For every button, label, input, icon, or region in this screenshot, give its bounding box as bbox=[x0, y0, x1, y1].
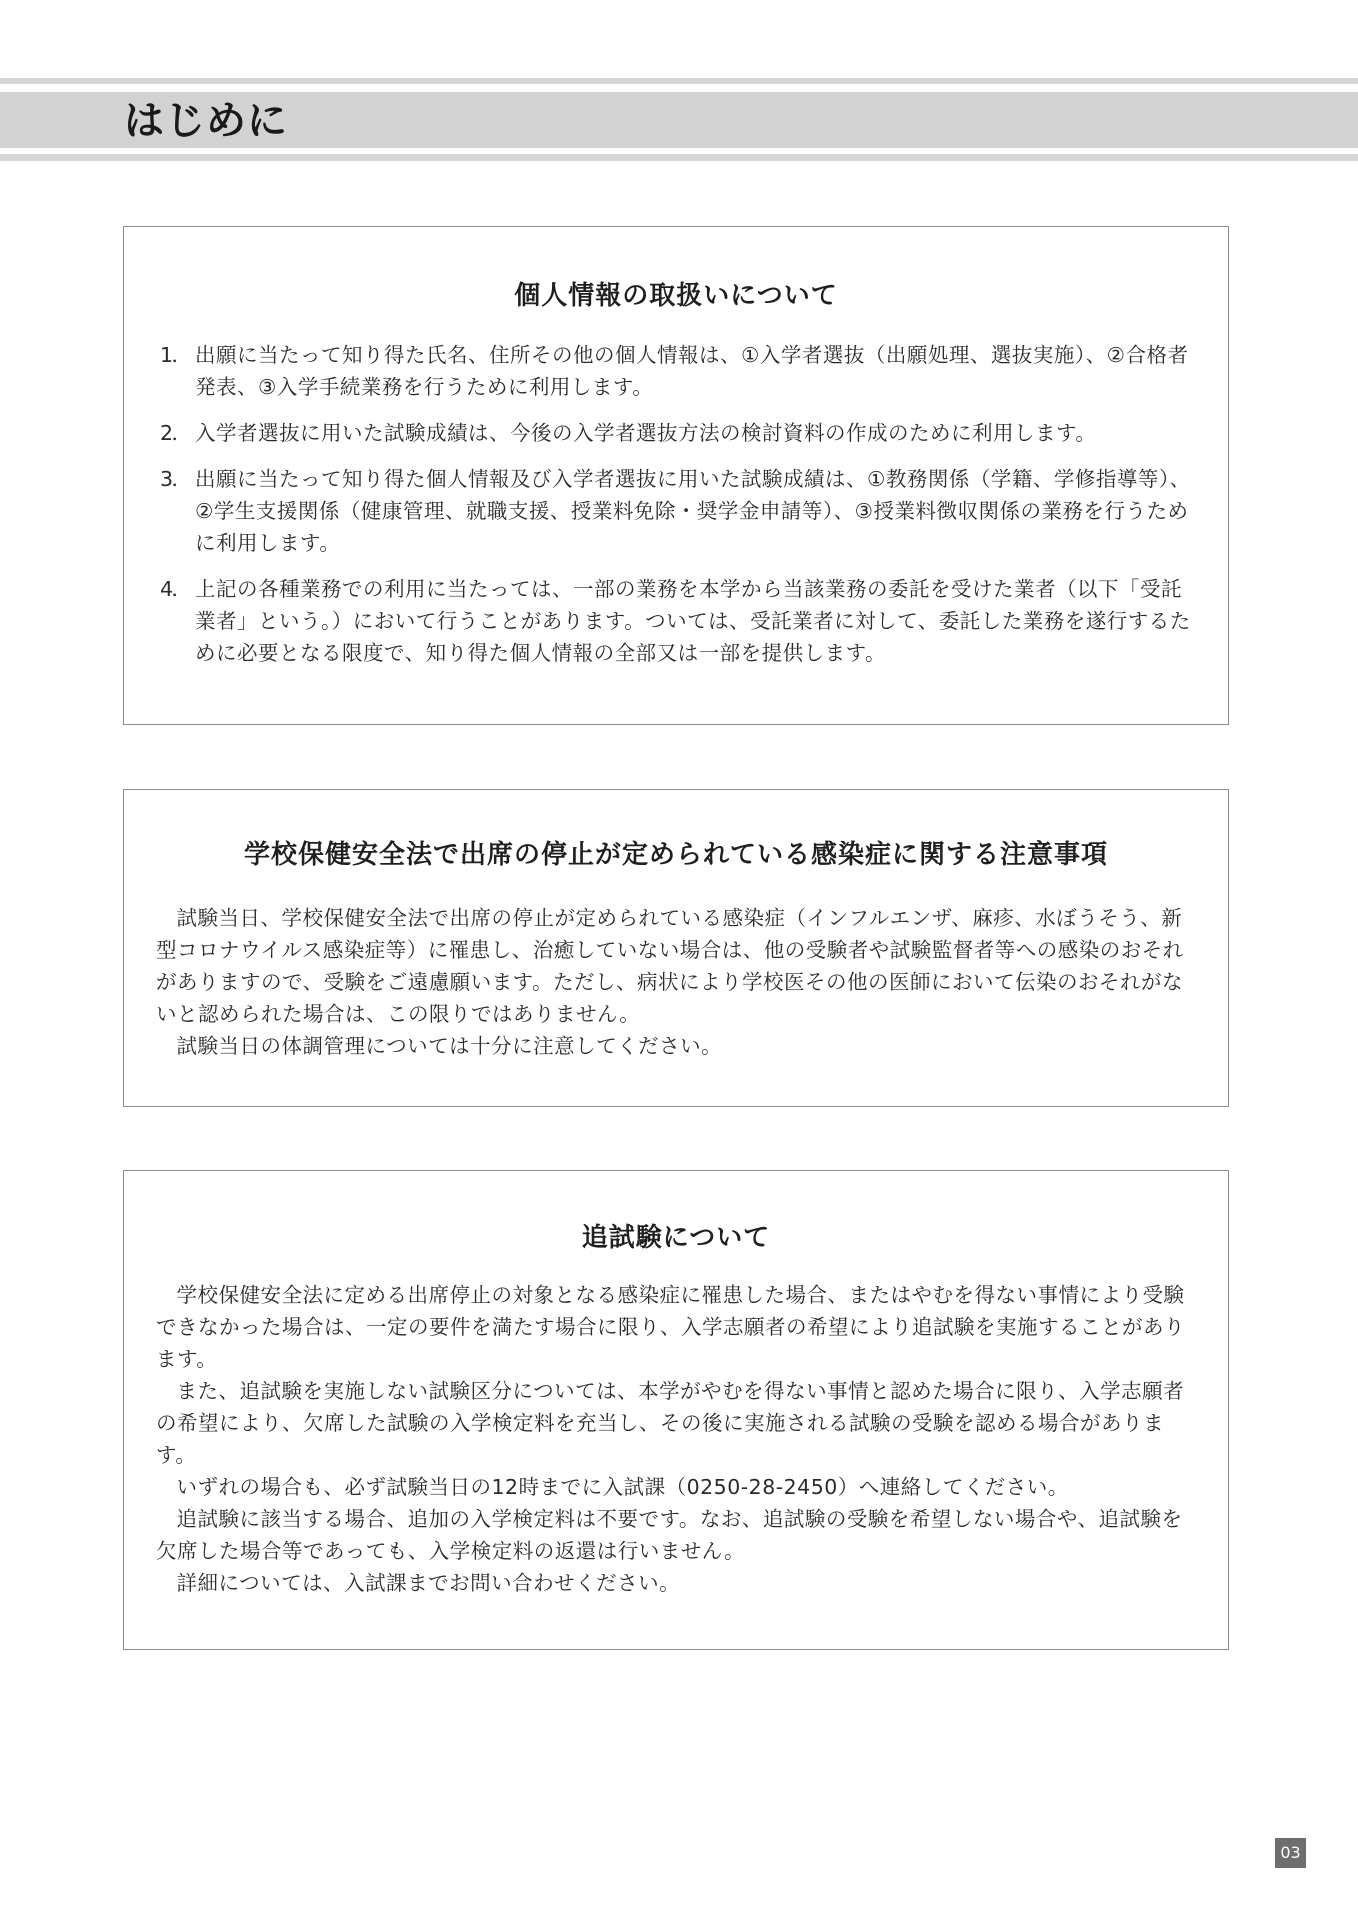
header-rule-top bbox=[0, 78, 1358, 84]
list-item-number: 1 ． bbox=[160, 339, 193, 371]
paragraph: 試験当日の体調管理については十分に注意してください。 bbox=[176, 1034, 723, 1058]
paragraph: 追試験に該当する場合、追加の入学検定料は不要です。なお、追試験の受験を希望しない場合や、追試験を欠席した場合等であっても、入学検定料の返還は行いません。 bbox=[156, 1507, 1183, 1563]
infection-notice-title: 学校保健安全法で出席の停止が定められている感染症に関する注意事項 bbox=[243, 840, 1108, 870]
list-item bbox=[156, 463, 1198, 559]
makeup-exam-section bbox=[123, 1170, 1229, 1650]
page-number: 03 bbox=[1275, 1838, 1306, 1868]
paragraph: また、追試験を実施しない試験区分については、本学がやむを得ない事情と認めた場合に限り、入学志願者の希望により、欠席した試験の入学検定料を充当し、その後に実施される試験の受験を認める場合があります。 bbox=[156, 1379, 1185, 1467]
list-item-text: 出願に当たって知り得た氏名、住所その他の個人情報は、①入学者選抜（出願処理、選抜実施）、②合格者発表、③入学手続業務を行うために利用します。 bbox=[195, 343, 1189, 399]
infection-notice-body bbox=[156, 902, 1198, 1062]
header-rule-bottom bbox=[0, 154, 1358, 161]
page-title: はじめに bbox=[124, 98, 288, 144]
list-item-number: 3 ． bbox=[160, 463, 193, 495]
list-item-number: 4 ． bbox=[160, 573, 193, 605]
paragraph: 詳細については、入試課までお問い合わせください。 bbox=[176, 1571, 681, 1595]
list-item-text: 上記の各種業務での利用に当たっては、一部の業務を本学から当該業務の委託を受けた業者（以下「受託業者」という。）において行うことがあります。ついては、受託業者に対して、委託した業務を遂行するために必要となる限度で、知り得た個人情報の全部又は一部を提供します。 bbox=[195, 577, 1191, 665]
list-item bbox=[156, 417, 1198, 449]
privacy-list bbox=[156, 339, 1198, 683]
infection-notice-section bbox=[123, 789, 1229, 1107]
makeup-exam-title: 追試験について bbox=[581, 1223, 771, 1253]
list-item-number: 2 ． bbox=[160, 417, 193, 449]
list-item-text: 入学者選抜に用いた試験成績は、今後の入学者選抜方法の検討資料の作成のために利用します。 bbox=[195, 421, 1097, 445]
list-item bbox=[156, 573, 1198, 669]
paragraph: 試験当日、学校保健安全法で出席の停止が定められている感染症（インフルエンザ、麻疹、水ぼうそう、新型コロナウイルス感染症等）に罹患し、治癒していない場合は、他の受験者や試験監督者等への感染のおそれがありますので、受験をご遠慮願います。ただし、病状により学校医その他の医師において伝染のおそれがないと認められた場合は、この限りではありません。 bbox=[156, 906, 1184, 1026]
list-item-text: 出願に当たって知り得た個人情報及び入学者選抜に用いた試験成績は、①教務関係（学籍、学修指導等）、②学生支援関係（健康管理、就職支援、授業料免除・奨学金申請等）、③授業料徴収関係の業務を行うために利用します。 bbox=[195, 467, 1191, 555]
privacy-section-title: 個人情報の取扱いについて bbox=[514, 281, 838, 311]
paragraph: いずれの場合も、必ず試験当日の12時までに入試課（0250-28-2450）へ連絡してください。 bbox=[176, 1475, 1069, 1499]
makeup-exam-body bbox=[156, 1279, 1198, 1599]
paragraph: 学校保健安全法に定める出席停止の対象となる感染症に罹患した場合、またはやむを得ない事情により受験できなかった場合は、一定の要件を満たす場合に限り、入学志願者の希望により追試験を実施することがあります。 bbox=[156, 1283, 1185, 1371]
list-item bbox=[156, 339, 1198, 403]
privacy-section bbox=[123, 226, 1229, 725]
